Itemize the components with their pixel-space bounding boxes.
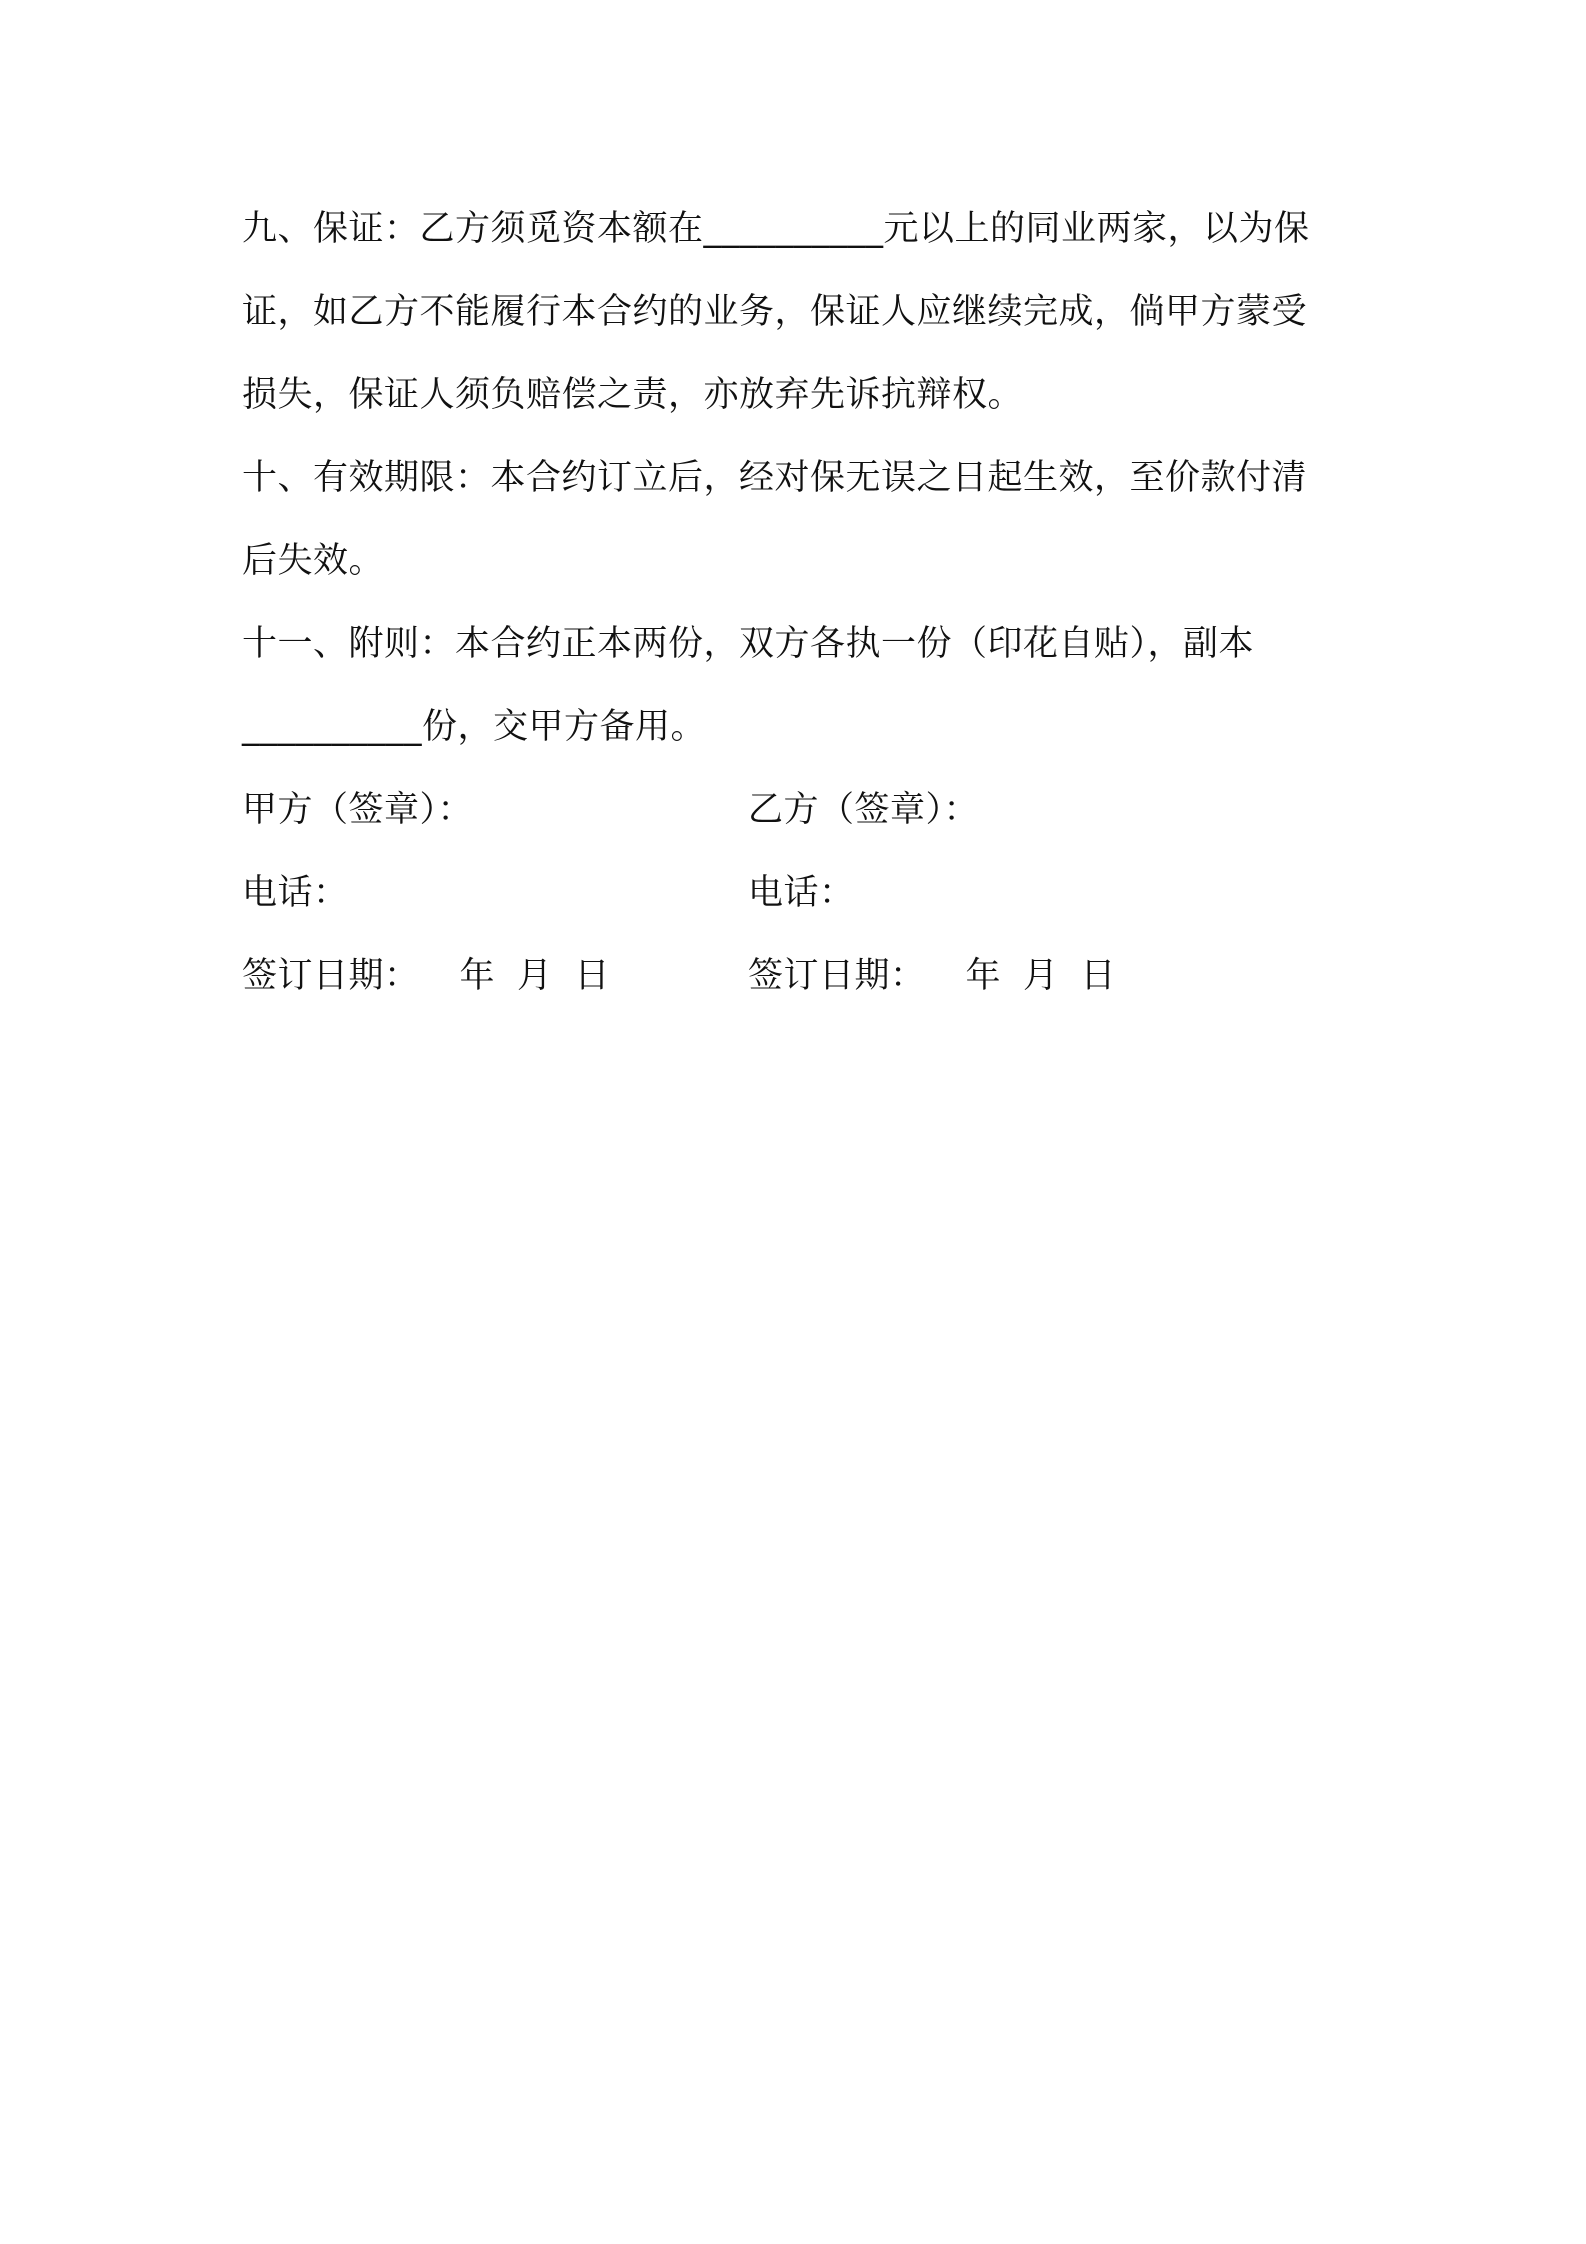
party-a-year: 年 xyxy=(459,956,496,996)
article-9-line-3: 损失，保证人须负赔偿之责，亦放弃先诉抗辩权。 xyxy=(242,375,1024,415)
party-a-day: 日 xyxy=(574,956,611,996)
party-a-date-label: 签订日期： xyxy=(242,956,420,996)
article-10-line-2: 后失效。 xyxy=(242,541,385,581)
party-b-phone-label: 电话： xyxy=(748,873,855,913)
article-9-line-2: 证，如乙方不能履行本合约的业务，保证人应继续完成，倘甲方蒙受 xyxy=(242,292,1308,332)
party-b-date-label: 签订日期： xyxy=(748,956,926,996)
article-9-line-1: 九、保证：乙方须觅资本额在__________元以上的同业两家，以为保 xyxy=(242,209,1310,249)
party-a-phone-label: 电话： xyxy=(242,873,349,913)
party-b-date-row xyxy=(748,954,1116,998)
party-b-month: 月 xyxy=(1023,956,1059,996)
party-a-month: 月 xyxy=(517,956,553,996)
party-a-signature-label: 甲方（签章）： xyxy=(242,790,474,830)
article-10-line-1: 十、有效期限：本合约订立后，经对保无误之日起生效，至价款付清 xyxy=(242,458,1308,498)
party-b-signature-label: 乙方（签章）： xyxy=(748,790,980,830)
party-b-day: 日 xyxy=(1080,956,1117,996)
party-b-year: 年 xyxy=(965,956,1002,996)
article-11-line-2: __________份，交甲方备用。 xyxy=(242,707,707,747)
article-11-line-1: 十一、附则：本合约正本两份，双方各执一份（印花自贴），副本 xyxy=(242,624,1255,664)
party-a-date-row xyxy=(242,954,610,998)
